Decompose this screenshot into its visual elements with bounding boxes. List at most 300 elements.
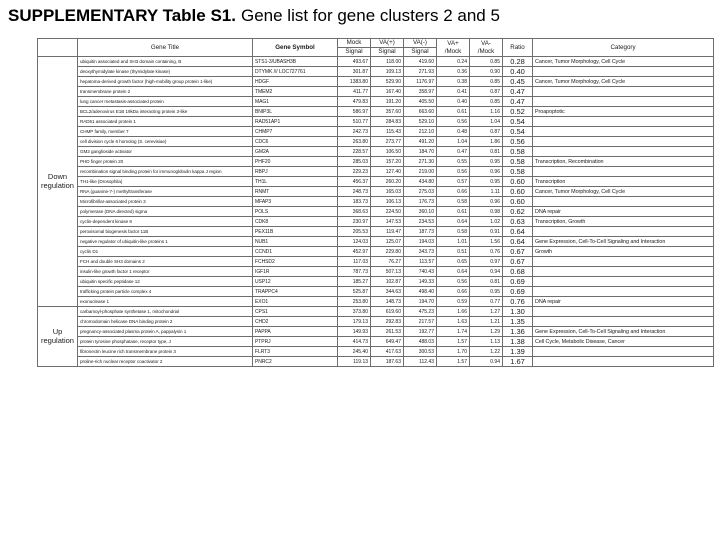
cell-mock-signal: 452.97 [338, 247, 371, 257]
cell-mock-signal: 456.37 [338, 177, 371, 187]
cell-va-plus-mock: 0.61 [437, 207, 470, 217]
cell-category [533, 137, 714, 147]
cell-va-plus-signal: 102.87 [371, 277, 404, 287]
cell-ratio: 0.64 [503, 227, 533, 237]
header-va-plus: VA(+) [371, 39, 404, 48]
cell-va-plus-mock: 0.41 [437, 87, 470, 97]
cell-va-minus-mock: 0.95 [470, 287, 503, 297]
cell-va-minus-mock: 1.29 [470, 327, 503, 337]
cell-gene-symbol: CCND1 [253, 247, 338, 257]
page-title-regular: Gene list for gene clusters 2 and 5 [240, 6, 500, 25]
cell-va-minus-mock: 1.86 [470, 137, 503, 147]
cell-va-plus-signal: 273.77 [371, 137, 404, 147]
cell-va-minus-mock: 0.94 [470, 357, 503, 367]
cell-va-plus-mock: 0.57 [437, 177, 470, 187]
cell-ratio: 0.52 [503, 107, 533, 117]
cell-ratio: 0.69 [503, 277, 533, 287]
table-row [38, 187, 714, 197]
header-va-minus-mock-line2: /Mock [477, 47, 495, 55]
cell-va-plus-mock: 0.56 [437, 167, 470, 177]
cell-gene-title: cyclin D1 [78, 247, 253, 257]
cell-gene-title: RNA (guanine-7-) methyltransferase [78, 187, 253, 197]
table-row [38, 117, 714, 127]
cell-va-minus-signal: 271.93 [404, 67, 437, 77]
cell-va-minus-signal: 358.97 [404, 87, 437, 97]
cell-ratio: 0.47 [503, 97, 533, 107]
cell-va-plus-mock: 0.65 [437, 257, 470, 267]
cell-va-plus-signal: 115.43 [371, 127, 404, 137]
table-row [38, 57, 714, 67]
cell-gene-symbol: PEX11B [253, 227, 338, 237]
cell-gene-symbol: PNRC2 [253, 357, 338, 367]
cell-category [533, 147, 714, 157]
cell-va-minus-signal: 475.23 [404, 307, 437, 317]
cell-va-minus-mock: 0.94 [470, 267, 503, 277]
cell-gene-symbol: NUB1 [253, 237, 338, 247]
cell-va-minus-signal: 234.53 [404, 217, 437, 227]
header-va-minus-mock-line1: VA- [481, 40, 491, 47]
cell-gene-symbol: CDK8 [253, 217, 338, 227]
header-gene-title: Gene Title [78, 39, 253, 57]
cell-mock-signal: 285.03 [338, 157, 371, 167]
cell-va-plus-mock: 1.70 [437, 347, 470, 357]
cell-va-minus-mock: 0.95 [470, 177, 503, 187]
cell-va-plus-signal: 127.40 [371, 167, 404, 177]
cell-va-plus-signal: 147.53 [371, 217, 404, 227]
cell-mock-signal: 245.40 [338, 347, 371, 357]
cell-ratio: 0.68 [503, 267, 533, 277]
cell-va-plus-mock: 0.61 [437, 107, 470, 117]
cell-gene-symbol: CHD2 [253, 317, 338, 327]
cell-ratio: 0.76 [503, 297, 533, 307]
cell-va-minus-signal: 192.77 [404, 327, 437, 337]
cell-mock-signal: 787.73 [338, 267, 371, 277]
header-va-minus: VA(-) [404, 39, 437, 48]
cell-va-minus-mock: 1.16 [470, 107, 503, 117]
cell-gene-symbol: STS1-3/UBASH3B [253, 57, 338, 67]
cell-ratio: 0.47 [503, 87, 533, 97]
cell-va-plus-signal: 187.63 [371, 357, 404, 367]
cell-va-minus-signal: 176.73 [404, 197, 437, 207]
cell-gene-title: cyclin-dependent kinase 8 [78, 217, 253, 227]
cell-category [533, 127, 714, 137]
table-row [38, 167, 714, 177]
cell-mock-signal: 205.53 [338, 227, 371, 237]
cell-va-minus-mock: 0.97 [470, 257, 503, 267]
cell-va-minus-mock: 1.22 [470, 347, 503, 357]
table-row [38, 147, 714, 157]
cell-va-minus-signal: 194.03 [404, 237, 437, 247]
cell-va-plus-signal: 261.53 [371, 327, 404, 337]
cell-va-minus-mock: 1.56 [470, 237, 503, 247]
cell-gene-title: peroxisomal biogenesis factor 11B [78, 227, 253, 237]
cell-va-minus-mock: 1.27 [470, 307, 503, 317]
cell-mock-signal: 149.93 [338, 327, 371, 337]
cell-va-plus-signal: 529.90 [371, 77, 404, 87]
cell-va-plus-signal: 106.13 [371, 197, 404, 207]
cell-va-plus-mock: 0.56 [437, 277, 470, 287]
table-row [38, 257, 714, 267]
cell-va-minus-signal: 740.43 [404, 267, 437, 277]
cell-va-plus-mock: 0.24 [437, 57, 470, 67]
cell-va-minus-mock: 0.87 [470, 127, 503, 137]
cell-category: Cell Cycle, Metabolic Disease, Cancer [533, 337, 714, 347]
cell-ratio: 0.69 [503, 287, 533, 297]
cell-va-plus-signal: 157.20 [371, 157, 404, 167]
cell-gene-symbol: RAD51AP1 [253, 117, 338, 127]
header-category: Category [533, 39, 714, 57]
cell-va-plus-mock: 0.58 [437, 227, 470, 237]
table-row [38, 297, 714, 307]
cell-va-plus-mock: 1.66 [437, 307, 470, 317]
cell-gene-title: ubiquitin specific peptidase 12 [78, 277, 253, 287]
cell-va-minus-signal: 149.33 [404, 277, 437, 287]
cell-ratio: 1.39 [503, 347, 533, 357]
cell-category: DNA repair [533, 207, 714, 217]
cell-mock-signal: 479.83 [338, 97, 371, 107]
cell-category: Cancer, Tumor Morphology, Cell Cycle [533, 57, 714, 67]
cell-gene-title: CHMP family, member 7 [78, 127, 253, 137]
cell-mock-signal: 414.73 [338, 337, 371, 347]
table-row [38, 67, 714, 77]
cell-va-minus-mock: 1.04 [470, 117, 503, 127]
cell-va-minus-signal: 184.70 [404, 147, 437, 157]
table-row [38, 197, 714, 207]
gene-list-table [37, 38, 714, 367]
cell-va-plus-mock: 1.74 [437, 327, 470, 337]
cell-va-minus-mock: 0.91 [470, 227, 503, 237]
cell-va-minus-mock: 0.85 [470, 77, 503, 87]
cell-gene-symbol: EXO1 [253, 297, 338, 307]
cell-va-plus-signal: 76.27 [371, 257, 404, 267]
cell-va-minus-mock: 0.81 [470, 277, 503, 287]
cell-gene-title: proline-rich nuclear receptor coactivator 2 [78, 357, 253, 367]
cell-va-plus-signal: 165.03 [371, 187, 404, 197]
cell-va-plus-signal: 292.83 [371, 317, 404, 327]
cell-ratio: 0.64 [503, 237, 533, 247]
cell-gene-symbol: FLRT3 [253, 347, 338, 357]
header-mock: Mock [338, 39, 371, 48]
cell-ratio: 0.54 [503, 117, 533, 127]
header-va-plus-mock-line1: VA+ [447, 40, 459, 47]
cell-ratio: 0.45 [503, 77, 533, 87]
cell-ratio: 0.54 [503, 127, 533, 137]
cell-category [533, 67, 714, 77]
table-row [38, 307, 714, 317]
header-gene-symbol: Gene Symbol [253, 39, 338, 57]
cell-va-plus-mock: 0.47 [437, 147, 470, 157]
cell-ratio: 0.60 [503, 177, 533, 187]
cell-va-plus-mock: 1.57 [437, 357, 470, 367]
cell-va-plus-mock: 0.55 [437, 157, 470, 167]
table-row [38, 87, 714, 97]
cell-va-minus-signal: 275.03 [404, 187, 437, 197]
cell-ratio: 0.60 [503, 197, 533, 207]
cell-ratio: 0.67 [503, 247, 533, 257]
cell-va-plus-mock: 0.58 [437, 197, 470, 207]
cell-category: DNA repair [533, 297, 714, 307]
cell-mock-signal: 179.13 [338, 317, 371, 327]
cell-gene-symbol: FCHSD2 [253, 257, 338, 267]
cell-va-minus-signal: 343.73 [404, 247, 437, 257]
cell-gene-title: transmembrane protein 2 [78, 87, 253, 97]
cell-mock-signal: 411.77 [338, 87, 371, 97]
cell-va-minus-mock: 0.81 [470, 147, 503, 157]
cell-va-minus-mock: 0.87 [470, 87, 503, 97]
table-row [38, 77, 714, 87]
cell-va-plus-mock: 0.40 [437, 97, 470, 107]
cell-va-minus-mock: 0.96 [470, 197, 503, 207]
cell-ratio: 0.60 [503, 187, 533, 197]
cell-va-plus-signal: 260.20 [371, 177, 404, 187]
cell-va-plus-signal: 344.63 [371, 287, 404, 297]
table-row [38, 317, 714, 327]
table-row [38, 227, 714, 237]
cell-va-minus-signal: 419.60 [404, 57, 437, 67]
cell-category [533, 307, 714, 317]
cell-category: Proapoptotic [533, 107, 714, 117]
cell-gene-symbol: TRAPPC4 [253, 287, 338, 297]
cell-mock-signal: 242.73 [338, 127, 371, 137]
table-header [38, 39, 714, 57]
cell-gene-symbol: POLS [253, 207, 338, 217]
cell-va-plus-signal: 357.60 [371, 107, 404, 117]
cell-va-minus-signal: 300.53 [404, 347, 437, 357]
cell-va-plus-mock: 1.01 [437, 237, 470, 247]
cell-gene-symbol: RNMT [253, 187, 338, 197]
cell-gene-symbol: GM2A [253, 147, 338, 157]
table-row [38, 177, 714, 187]
cell-gene-title: fibronectin leucine rich transmembrane protein 3 [78, 347, 253, 357]
cell-gene-title: carbamoyl-phosphate synthetase 1, mitochondrial [78, 307, 253, 317]
table-row [38, 237, 714, 247]
cell-gene-title: BCL2/adenovirus E1B 19kDa interacting protein 3-like [78, 107, 253, 117]
cell-mock-signal: 263.80 [338, 137, 371, 147]
cell-category: Cancer, Tumor Morphology, Cell Cycle [533, 187, 714, 197]
cell-va-plus-mock: 0.66 [437, 287, 470, 297]
cell-gene-title: chromodomain helicase DNA binding protein 2 [78, 317, 253, 327]
cell-va-minus-mock: 1.11 [470, 187, 503, 197]
cell-va-plus-signal: 191.20 [371, 97, 404, 107]
header-va-minus-mock [470, 39, 503, 57]
cell-category: Gene Expression, Cell-To-Cell Signaling and Interaction [533, 237, 714, 247]
cell-va-plus-signal: 148.73 [371, 297, 404, 307]
cell-gene-symbol: MAG1 [253, 97, 338, 107]
cell-va-minus-signal: 1176.97 [404, 77, 437, 87]
table-row [38, 107, 714, 117]
cell-mock-signal: 1383.80 [338, 77, 371, 87]
cell-va-plus-signal: 109.13 [371, 67, 404, 77]
cell-va-minus-signal: 187.73 [404, 227, 437, 237]
cell-va-minus-signal: 219.00 [404, 167, 437, 177]
cell-va-plus-signal: 417.63 [371, 347, 404, 357]
cell-gene-title: polymerase (DNA directed) sigma [78, 207, 253, 217]
cell-va-minus-mock: 0.90 [470, 67, 503, 77]
table-row [38, 247, 714, 257]
cell-category: Transcription, Recombination [533, 157, 714, 167]
header-va-plus-signal: Signal [371, 48, 404, 57]
cell-category: Cancer, Tumor Morphology, Cell Cycle [533, 77, 714, 87]
cell-gene-title: PHD finger protein 20 [78, 157, 253, 167]
cell-ratio: 1.35 [503, 317, 533, 327]
cell-mock-signal: 230.97 [338, 217, 371, 227]
cell-mock-signal: 525.87 [338, 287, 371, 297]
cell-ratio: 0.58 [503, 167, 533, 177]
cell-va-plus-signal: 106.50 [371, 147, 404, 157]
cell-gene-symbol: CPS1 [253, 307, 338, 317]
cell-va-minus-signal: 663.60 [404, 107, 437, 117]
cell-va-minus-signal: 113.57 [404, 257, 437, 267]
cell-gene-symbol: TH1L [253, 177, 338, 187]
table-row [38, 357, 714, 367]
cell-category [533, 267, 714, 277]
cell-gene-symbol: PAPPA [253, 327, 338, 337]
table-row [38, 157, 714, 167]
cell-gene-title: insulin-like growth factor 1 receptor [78, 267, 253, 277]
cell-gene-symbol: PHF20 [253, 157, 338, 167]
cell-category [533, 97, 714, 107]
header-mock-signal: Signal [338, 48, 371, 57]
cell-gene-title: protein tyrosine phosphatase, receptor type, J [78, 337, 253, 347]
cell-mock-signal: 586.97 [338, 107, 371, 117]
cell-va-plus-signal: 284.83 [371, 117, 404, 127]
cell-va-plus-signal: 229.80 [371, 247, 404, 257]
cell-category [533, 117, 714, 127]
cell-category [533, 277, 714, 287]
page-title [8, 6, 500, 26]
cell-gene-title: Microfibrillar-associated protein 3 [78, 197, 253, 207]
cell-mock-signal: 253.80 [338, 297, 371, 307]
cell-category [533, 317, 714, 327]
cell-gene-symbol: USP12 [253, 277, 338, 287]
cell-va-minus-signal: 434.80 [404, 177, 437, 187]
cell-gene-title: recombination signal binding protein for immunoglobulin kappa J region [78, 167, 253, 177]
cell-va-minus-signal: 212.10 [404, 127, 437, 137]
cell-va-minus-mock: 0.95 [470, 157, 503, 167]
header-va-plus-mock [437, 39, 470, 57]
cell-va-minus-mock: 1.21 [470, 317, 503, 327]
cell-mock-signal: 301.87 [338, 67, 371, 77]
cell-gene-symbol: PTPRJ [253, 337, 338, 347]
cell-va-minus-mock: 0.96 [470, 167, 503, 177]
cell-category [533, 287, 714, 297]
table-row [38, 347, 714, 357]
cell-gene-title: GM2 ganglioside activator [78, 147, 253, 157]
cell-ratio: 0.40 [503, 67, 533, 77]
cell-va-plus-signal: 619.60 [371, 307, 404, 317]
cell-mock-signal: 510.77 [338, 117, 371, 127]
header-group-spacer [38, 39, 78, 57]
cell-ratio: 0.67 [503, 257, 533, 267]
cell-va-plus-mock: 1.04 [437, 137, 470, 147]
table-row [38, 287, 714, 297]
table-row [38, 267, 714, 277]
row-group-label-up-regulation: Up regulation [38, 307, 78, 367]
table-row [38, 127, 714, 137]
cell-ratio: 1.30 [503, 307, 533, 317]
cell-ratio: 1.36 [503, 327, 533, 337]
cell-va-plus-signal: 118.00 [371, 57, 404, 67]
cell-ratio: 0.58 [503, 147, 533, 157]
cell-ratio: 0.56 [503, 137, 533, 147]
cell-ratio: 1.38 [503, 337, 533, 347]
cell-va-plus-signal: 125.07 [371, 237, 404, 247]
cell-va-plus-signal: 507.13 [371, 267, 404, 277]
cell-va-minus-signal: 194.70 [404, 297, 437, 307]
cell-mock-signal: 185.27 [338, 277, 371, 287]
cell-va-plus-mock: 0.64 [437, 217, 470, 227]
cell-gene-title: pregnancy-associated plasma protein A, pappalysin 1 [78, 327, 253, 337]
table-row [38, 97, 714, 107]
cell-va-plus-mock: 0.66 [437, 187, 470, 197]
cell-va-minus-signal: 217.57 [404, 317, 437, 327]
cell-gene-symbol: DTYMK /// LOC727761 [253, 67, 338, 77]
cell-gene-title: TH1-like (Drosophila) [78, 177, 253, 187]
cell-category [533, 167, 714, 177]
cell-va-plus-signal: 649.47 [371, 337, 404, 347]
cell-va-minus-mock: 0.85 [470, 57, 503, 67]
cell-gene-title: lung cancer metastasis-associated protein [78, 97, 253, 107]
cell-gene-title: negative regulator of ubiquitin-like proteins 1 [78, 237, 253, 247]
cell-category: Growth [533, 247, 714, 257]
cell-va-plus-mock: 0.38 [437, 77, 470, 87]
cell-gene-symbol: CHMP7 [253, 127, 338, 137]
cell-mock-signal: 368.63 [338, 207, 371, 217]
cell-va-plus-signal: 119.47 [371, 227, 404, 237]
cell-ratio: 1.67 [503, 357, 533, 367]
cell-mock-signal: 119.13 [338, 357, 371, 367]
table-row [38, 277, 714, 287]
cell-mock-signal: 124.03 [338, 237, 371, 247]
cell-category [533, 197, 714, 207]
cell-gene-title: hepatoma-derived growth factor (high-mobility group protein 1-like) [78, 77, 253, 87]
table-row [38, 207, 714, 217]
cell-va-plus-mock: 1.63 [437, 317, 470, 327]
cell-va-minus-signal: 491.20 [404, 137, 437, 147]
cell-va-minus-mock: 0.85 [470, 97, 503, 107]
cell-va-plus-mock: 1.57 [437, 337, 470, 347]
cell-category: Gene Expression, Cell-To-Cell Signaling and Interaction [533, 327, 714, 337]
cell-gene-title: ubiquitin associated and SH3 domain containing, B [78, 57, 253, 67]
cell-ratio: 0.58 [503, 157, 533, 167]
cell-gene-title: cell division cycle 6 homolog (S. cerevisiae) [78, 137, 253, 147]
cell-gene-symbol: BNIP3L [253, 107, 338, 117]
cell-va-minus-signal: 271.30 [404, 157, 437, 167]
cell-ratio: 0.63 [503, 217, 533, 227]
cell-gene-symbol: TMEM2 [253, 87, 338, 97]
cell-mock-signal: 493.67 [338, 57, 371, 67]
cell-mock-signal: 183.73 [338, 197, 371, 207]
cell-va-plus-mock: 0.64 [437, 267, 470, 277]
cell-gene-symbol: CDC6 [253, 137, 338, 147]
cell-category [533, 87, 714, 97]
cell-va-minus-signal: 405.50 [404, 97, 437, 107]
gene-table-body [38, 57, 714, 367]
cell-va-minus-mock: 0.76 [470, 247, 503, 257]
header-ratio: Ratio [503, 39, 533, 57]
cell-category [533, 227, 714, 237]
cell-va-minus-signal: 529.10 [404, 117, 437, 127]
table-row [38, 137, 714, 147]
header-va-minus-signal: Signal [404, 48, 437, 57]
cell-gene-title: RAD51 associated protein 1 [78, 117, 253, 127]
cell-category: Transcription [533, 177, 714, 187]
cell-mock-signal: 117.03 [338, 257, 371, 267]
cell-va-minus-signal: 360.10 [404, 207, 437, 217]
cell-mock-signal: 373.80 [338, 307, 371, 317]
table-row [38, 327, 714, 337]
header-va-plus-mock-line2: /Mock [444, 47, 462, 55]
